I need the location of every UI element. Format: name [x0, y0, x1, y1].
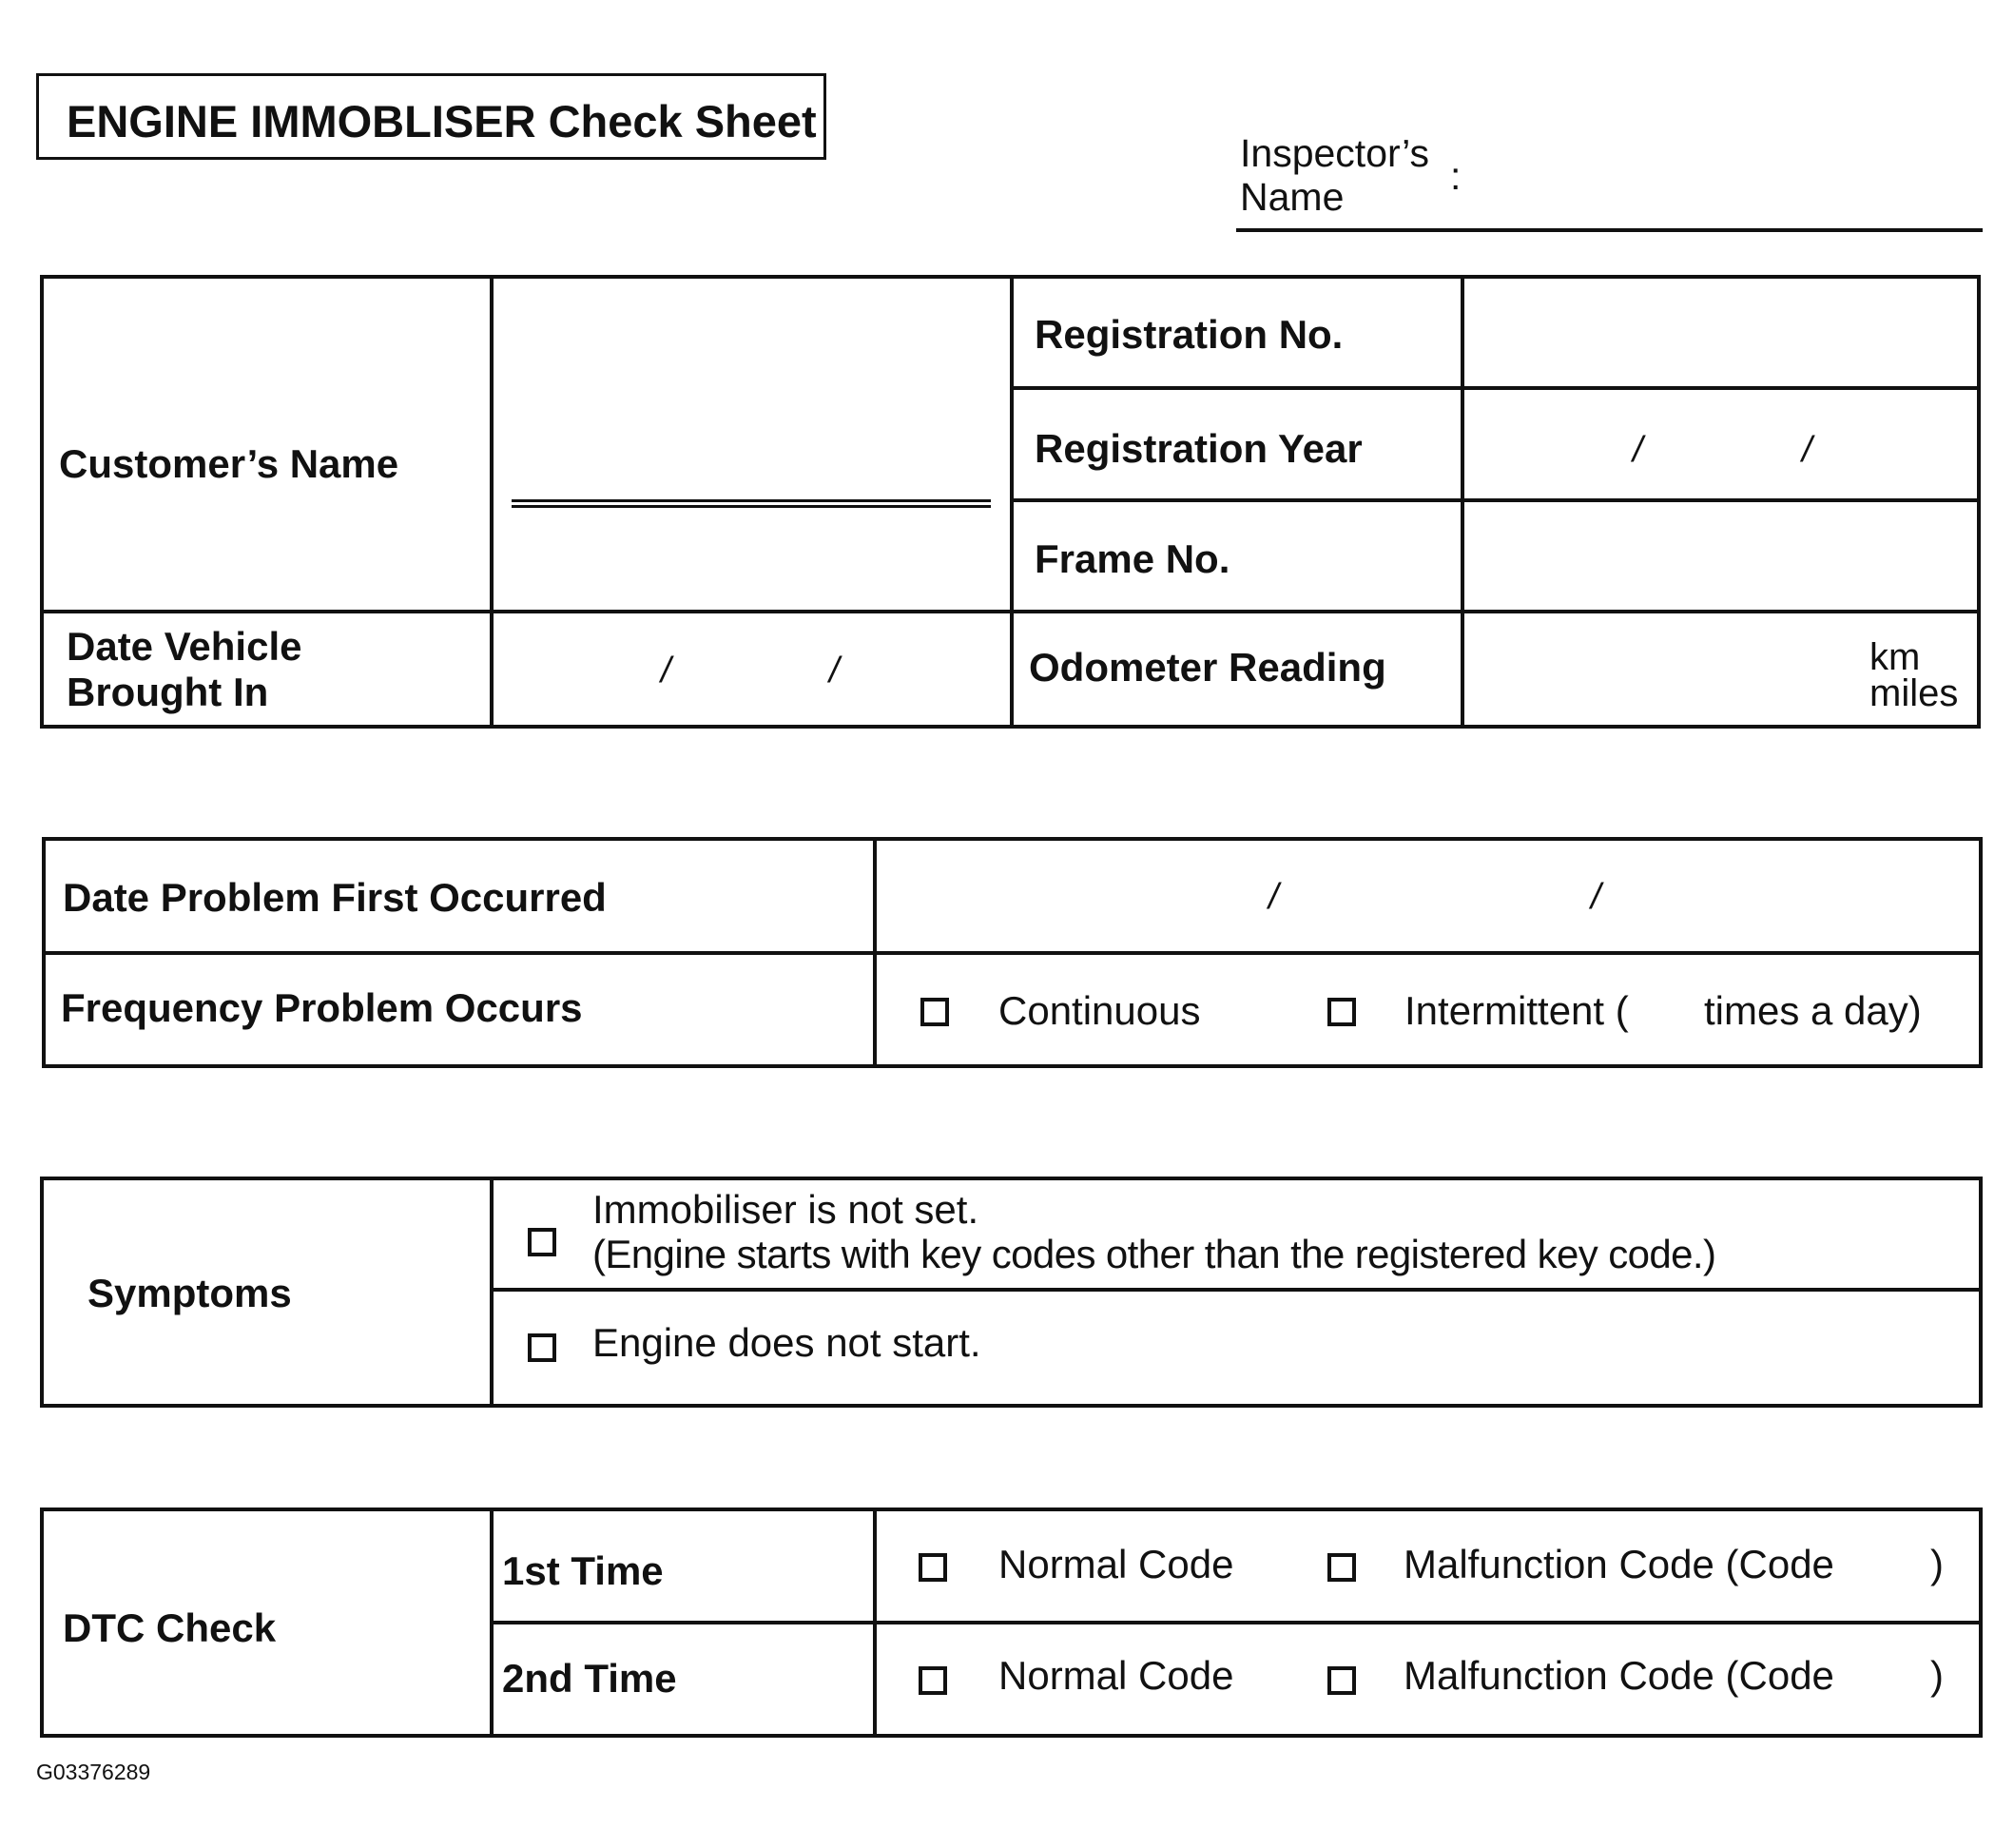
continuous-checkbox[interactable]: [920, 998, 949, 1026]
second-close-paren: ): [1930, 1653, 1944, 1698]
inspector-label: [1240, 131, 1429, 219]
engine-not-start-label: Engine does not start.: [592, 1320, 981, 1365]
first-malfunction-checkbox[interactable]: [1327, 1553, 1356, 1582]
second-malfunction-label: Malfunction Code (Code: [1404, 1653, 1834, 1698]
figure-id: G03376289: [36, 1760, 151, 1784]
date-slash: /: [1802, 430, 1812, 470]
engine-not-start-checkbox[interactable]: [528, 1333, 556, 1362]
immobiliser-not-set-checkbox[interactable]: [528, 1228, 556, 1256]
inspector-label-line2: Name: [1240, 175, 1345, 219]
first-time-label: 1st Time: [502, 1548, 664, 1593]
date-slash: /: [661, 651, 671, 691]
frame-no-field[interactable]: [1464, 502, 1977, 610]
divider: [490, 275, 494, 729]
customer-name-label: Customer’s Name: [59, 441, 399, 486]
divider: [40, 610, 1981, 613]
unit-km: km: [1869, 636, 1921, 678]
date-slash: /: [1633, 430, 1643, 470]
second-normal-label: Normal Code: [998, 1653, 1234, 1698]
odometer-label: Odometer Reading: [1029, 645, 1386, 690]
sheet-title: ENGINE IMMOBLISER Check Sheet: [67, 96, 817, 146]
intermittent-label: Intermittent (: [1404, 988, 1629, 1033]
second-normal-checkbox[interactable]: [919, 1666, 947, 1695]
divider: [490, 1621, 1983, 1624]
inspector-name-field[interactable]: [1236, 228, 1983, 232]
immobiliser-not-set-line2: (Engine starts with key codes other than the registered key code.): [592, 1232, 1716, 1276]
registration-no-label: Registration No.: [1035, 312, 1344, 357]
first-normal-checkbox[interactable]: [919, 1553, 947, 1582]
divider: [490, 1177, 494, 1408]
first-close-paren: ): [1930, 1542, 1944, 1586]
symptoms-table: [40, 1177, 1983, 1408]
frame-no-label: Frame No.: [1035, 536, 1230, 581]
dtc-check-label: DTC Check: [63, 1605, 277, 1650]
first-normal-label: Normal Code: [998, 1542, 1234, 1586]
date-slash: /: [829, 651, 840, 691]
continuous-label: Continuous: [998, 988, 1201, 1033]
date-brought-in-line1: Date Vehicle: [67, 624, 302, 669]
symptoms-label: Symptoms: [87, 1271, 292, 1315]
first-malfunction-label: Malfunction Code (Code: [1404, 1542, 1834, 1586]
registration-year-label: Registration Year: [1035, 426, 1363, 471]
times-a-day-label: times a day): [1704, 988, 1922, 1033]
immobiliser-not-set-line1: Immobiliser is not set.: [592, 1187, 979, 1232]
inspector-colon: :: [1450, 154, 1462, 198]
date-slash: /: [1268, 877, 1279, 917]
second-time-label: 2nd Time: [502, 1656, 677, 1701]
date-first-occurred-label: Date Problem First Occurred: [63, 875, 607, 920]
intermittent-checkbox[interactable]: [1327, 998, 1356, 1026]
registration-no-field[interactable]: [1464, 279, 1977, 386]
divider: [490, 1288, 1983, 1292]
divider: [42, 951, 1983, 955]
second-malfunction-checkbox[interactable]: [1327, 1666, 1356, 1695]
date-brought-in-label: [67, 624, 301, 715]
inspector-label-line1: Inspector’s: [1240, 131, 1430, 175]
customer-name-field[interactable]: [512, 499, 991, 508]
date-brought-in-line2: Brought In: [67, 670, 269, 714]
divider: [1010, 386, 1981, 390]
date-slash: /: [1591, 877, 1601, 917]
unit-miles: miles: [1869, 672, 1959, 714]
frequency-label: Frequency Problem Occurs: [61, 985, 583, 1030]
